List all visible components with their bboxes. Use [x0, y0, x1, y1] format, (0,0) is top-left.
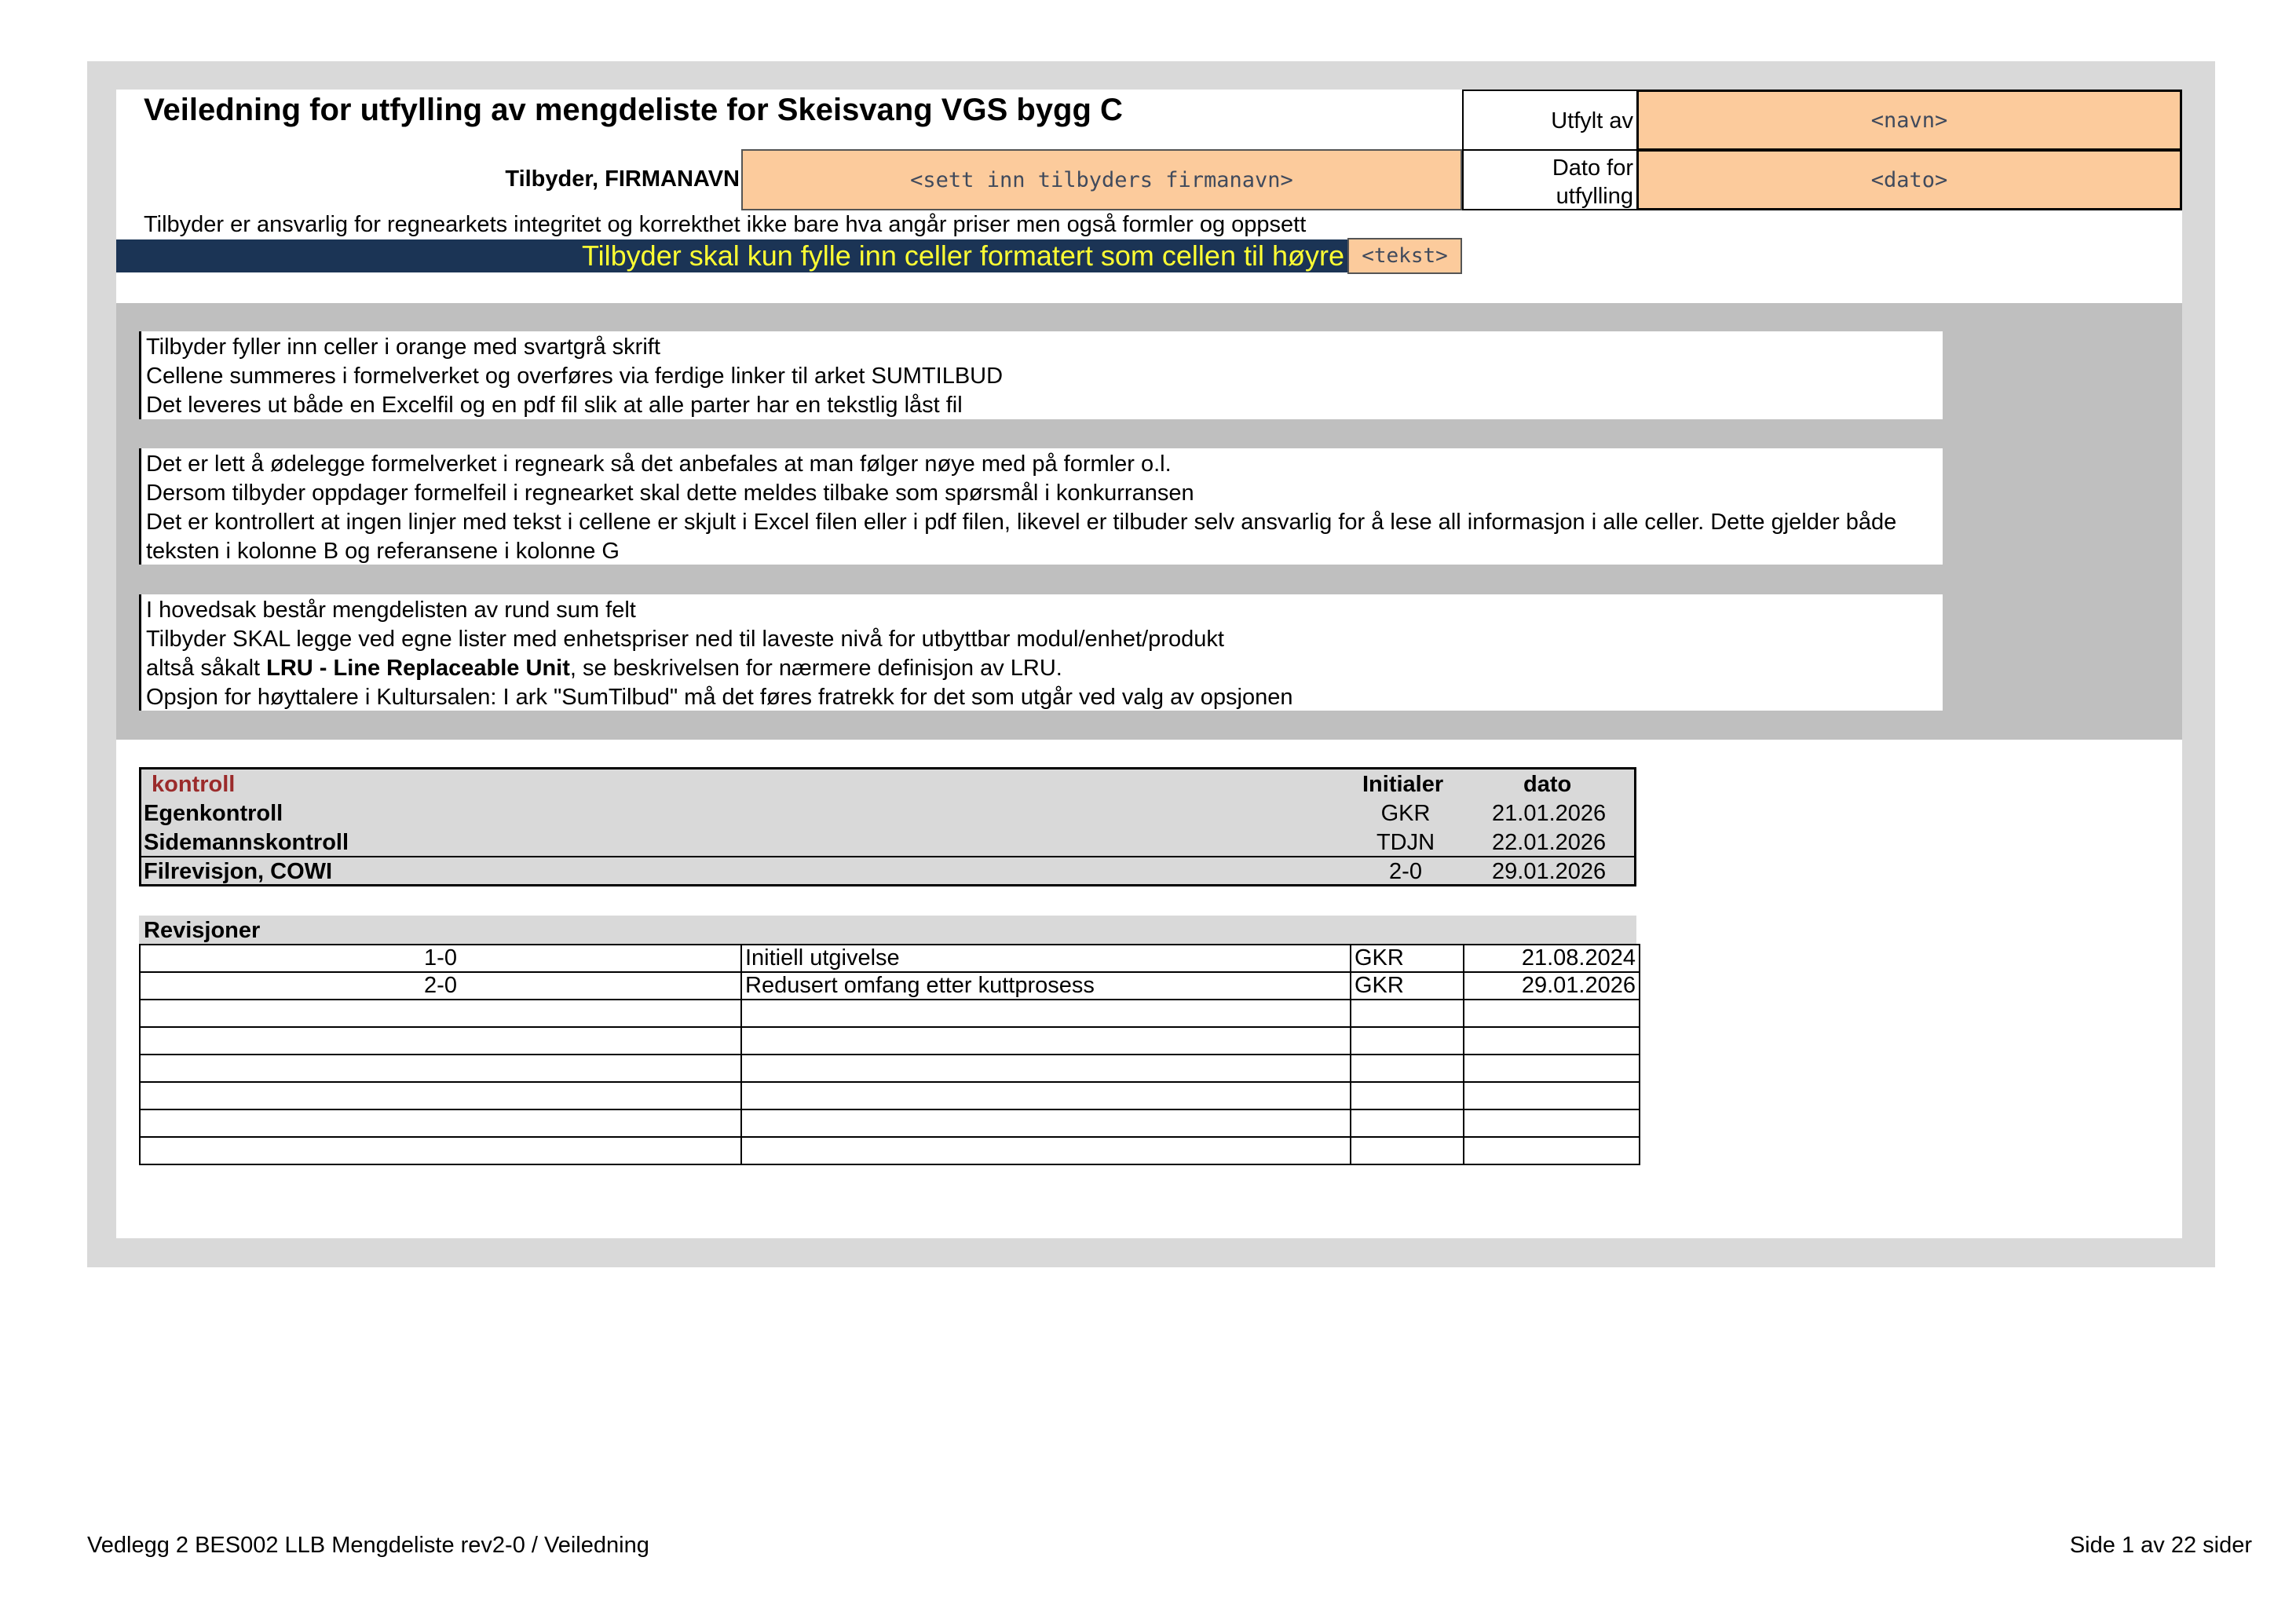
instruction-line: teksten i kolonne B og referansene i kolonne G	[146, 539, 620, 564]
kontroll-row-label: Sidemannskontroll	[144, 830, 349, 855]
revisjon-sign-cell	[1351, 1109, 1464, 1137]
revisjon-sign-cell	[1351, 1055, 1464, 1082]
revisjon-row	[140, 972, 1640, 1000]
instruction-line: Tilbyder SKAL legge ved egne lister med enhetspriser ned til laveste nivå for utbyttbar modul/enhet/produkt	[146, 627, 1224, 652]
footer-right: Side 1 av 22 sider	[2069, 1533, 2252, 1558]
revisjon-row	[140, 945, 1640, 972]
lru-term: LRU - Line Replaceable Unit	[266, 656, 570, 681]
dato-label	[1552, 154, 1633, 210]
revisjon-dato-cell: 29.01.2026	[1464, 972, 1640, 1000]
revisjon-sign-cell	[1351, 1027, 1464, 1055]
revisjon-beskrivelse-cell	[741, 1082, 1351, 1109]
utfylt-av-label-cell	[1462, 90, 1638, 151]
revisjon-row	[140, 1027, 1640, 1055]
instruction-line-lru	[146, 654, 1943, 683]
revisjon-nr-cell	[140, 1027, 741, 1055]
dato-input[interactable]: <dato>	[1636, 149, 2182, 210]
revisjon-sign-cell: GKR	[1351, 945, 1464, 972]
kontroll-heading: kontroll	[152, 772, 236, 797]
dato-label-cell	[1462, 149, 1638, 210]
kontroll-row-initialer: GKR	[1380, 801, 1431, 826]
kontroll-col-initialer: Initialer	[1362, 772, 1444, 797]
kontroll-row-dato: 29.01.2026	[1492, 859, 1607, 884]
revisjon-sign-cell	[1351, 1137, 1464, 1164]
revisjon-beskrivelse-cell	[741, 1000, 1351, 1027]
kontroll-col-dato: dato	[1523, 772, 1572, 797]
utfylt-av-label: Utfylt av	[1551, 108, 1633, 133]
revisjon-row	[140, 1082, 1640, 1109]
revisjon-nr-cell: 2-0	[140, 972, 741, 1000]
instruction-line: Tilbyder fyller inn celler i orange med svartgrå skrift	[146, 334, 660, 360]
kontroll-row-label: Egenkontroll	[144, 801, 283, 826]
instruction-line: Opsjon for høyttalere i Kultursalen: I ark "SumTilbud" må det føres fratrekk for det som utgår ved valg av opsjonen	[146, 685, 1293, 710]
revisjon-dato-cell	[1464, 1000, 1640, 1027]
instruction-box-3	[139, 594, 1943, 711]
revisjon-beskrivelse-cell: Redusert omfang etter kuttprosess	[741, 972, 1351, 1000]
revisjon-beskrivelse-cell	[741, 1109, 1351, 1137]
tilbyder-label: Tilbyder, FIRMANAVN	[505, 166, 740, 192]
instruction-line: Det er lett å ødelegge formelverket i regneark så det anbefales at man følger nøye med på formler o.l.	[146, 451, 1172, 477]
integrity-note: Tilbyder er ansvarlig for regnearkets integritet og korrekthet ikke bare hva angår priser men også formler og oppsett	[144, 212, 1307, 237]
revisjon-sign-cell	[1351, 1082, 1464, 1109]
revisjon-sign-cell: GKR	[1351, 972, 1464, 1000]
dato-label-line1: Dato for	[1552, 155, 1633, 181]
instruction-box-2	[139, 448, 1943, 565]
sample-orange-cell: <tekst>	[1347, 238, 1462, 274]
revisjon-sign-cell	[1351, 1000, 1464, 1027]
revisjon-nr-cell	[140, 1137, 741, 1164]
firmanavn-input[interactable]: <sett inn tilbyders firmanavn>	[741, 149, 1462, 210]
kontroll-row-initialer: TDJN	[1376, 830, 1435, 855]
footer-left: Vedlegg 2 BES002 LLB Mengdeliste rev2-0 / Veiledning	[87, 1533, 649, 1558]
revisjon-dato-cell	[1464, 1109, 1640, 1137]
revisjon-beskrivelse-cell	[741, 1137, 1351, 1164]
revisjoner-header	[139, 916, 1636, 944]
revisjon-beskrivelse-cell	[741, 1027, 1351, 1055]
revisjon-nr-cell	[140, 1000, 741, 1027]
instruction-line: Det leveres ut både en Excelfil og en pdf fil slik at alle parter har en tekstlig låst fil	[146, 393, 963, 418]
page-title: Veiledning for utfylling av mengdeliste for Skeisvang VGS bygg C	[144, 93, 1123, 127]
instruction-line: I hovedsak består mengdelisten av rund sum felt	[146, 598, 636, 623]
revisjon-row	[140, 1055, 1640, 1082]
revisjon-nr-cell: 1-0	[140, 945, 741, 972]
instruction-line: Cellene summeres i formelverket og overføres via ferdige linker til arket SUMTILBUD	[146, 364, 1004, 389]
kontroll-row-label: Filrevisjon, COWI	[144, 859, 333, 884]
instruction-banner: Tilbyder skal kun fylle inn celler formatert som cellen til høyre	[116, 239, 1349, 272]
revisjon-dato-cell	[1464, 1027, 1640, 1055]
revisjon-dato-cell: 21.08.2024	[1464, 945, 1640, 972]
instruction-line: Dersom tilbyder oppdager formelfeil i regnearket skal dette meldes tilbake som spørsmål i konkurransen	[146, 481, 1194, 506]
revisjon-dato-cell	[1464, 1137, 1640, 1164]
instruction-box-1	[139, 331, 1943, 419]
lru-pre: altså såkalt	[146, 656, 267, 681]
kontroll-row-dato: 21.01.2026	[1492, 801, 1607, 826]
revisjon-nr-cell	[140, 1109, 741, 1137]
revisjoner-table	[139, 944, 1640, 1165]
dato-label-line2: utfylling	[1556, 184, 1633, 209]
revisjoner-heading: Revisjoner	[144, 918, 261, 943]
revisjon-dato-cell	[1464, 1082, 1640, 1109]
revisjon-nr-cell	[140, 1055, 741, 1082]
revisjon-beskrivelse-cell: Initiell utgivelse	[741, 945, 1351, 972]
kontroll-row-dato: 22.01.2026	[1492, 830, 1607, 855]
utfylt-av-input[interactable]: <navn>	[1636, 90, 2182, 151]
revisjon-dato-cell	[1464, 1055, 1640, 1082]
revisjon-row	[140, 1000, 1640, 1027]
revisjon-row	[140, 1109, 1640, 1137]
instruction-line: Det er kontrollert at ingen linjer med tekst i cellene er skjult i Excel filen eller i pdf filen, likevel er tilbuder selv ansvarlig for å lese all informasjon i alle celler. Dette gjelder både	[146, 510, 1897, 535]
lru-post: , se beskrivelsen for nærmere definisjon av LRU.	[569, 656, 1062, 681]
revisjon-nr-cell	[140, 1082, 741, 1109]
revisjon-row	[140, 1137, 1640, 1164]
revisjon-beskrivelse-cell	[741, 1055, 1351, 1082]
kontroll-row-initialer: 2-0	[1389, 859, 1422, 884]
